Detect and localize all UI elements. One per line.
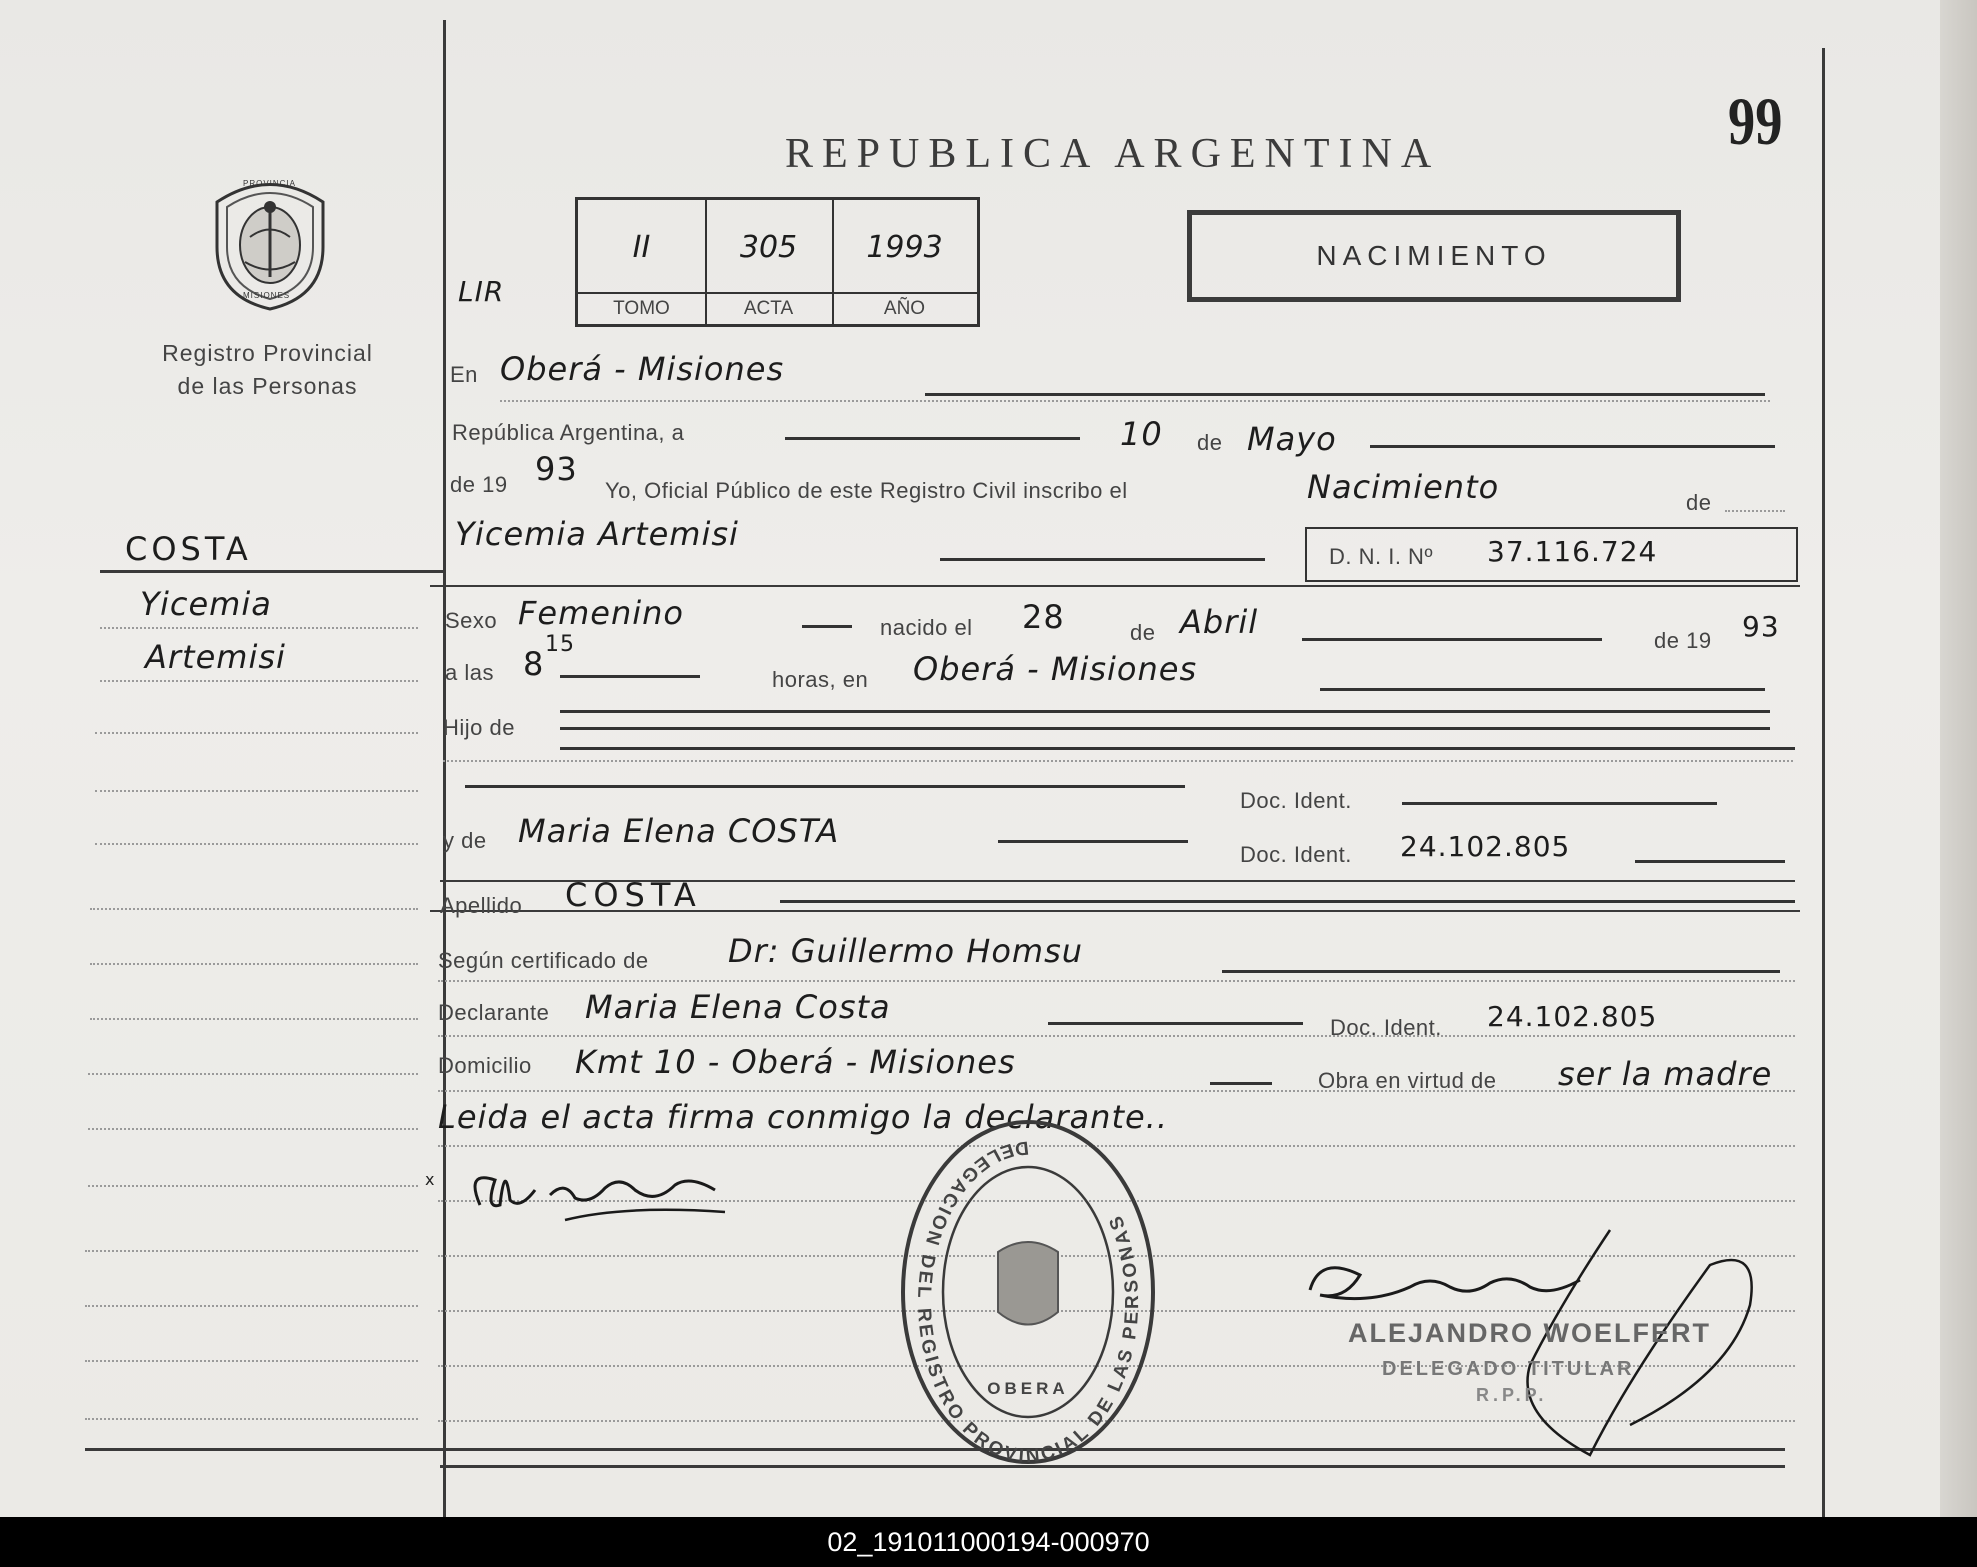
registry-line-2: de las Personas — [177, 373, 358, 399]
blank-line — [998, 840, 1188, 843]
label-yo-oficial: Yo, Oficial Público de este Registro Civil inscribo el — [605, 478, 1128, 503]
blank-line — [802, 625, 852, 628]
page-edge — [1940, 0, 1977, 1517]
label-declarante: Declarante — [438, 1000, 550, 1025]
margin-rule — [88, 1073, 418, 1075]
margin-rule — [88, 1128, 418, 1130]
label-republica-a: República Argentina, a — [452, 420, 685, 445]
tomo-value: II — [632, 230, 651, 265]
value-surname: COSTA — [565, 876, 702, 914]
value-child-name: Yicemia Artemisi — [455, 515, 739, 553]
certificate-type: NACIMIENTO — [1316, 240, 1552, 271]
value-day: 10 — [1120, 415, 1163, 453]
document-id: 02_191011000194-000970 — [827, 1527, 1150, 1557]
margin-rule — [85, 1250, 418, 1252]
margin-rule — [85, 1305, 418, 1307]
official-role: DELEGADO TITULAR — [1382, 1358, 1635, 1380]
margin-divider — [100, 570, 445, 573]
right-border — [1822, 48, 1825, 1517]
value-address: Kmt 10 - Oberá - Misiones — [575, 1043, 1016, 1081]
anio-value: 1993 — [866, 230, 943, 265]
value-birth-hour: 8 — [523, 645, 545, 683]
margin-rule — [95, 790, 418, 792]
page-number: 99 — [1728, 83, 1783, 159]
dni-box — [1305, 527, 1798, 582]
value-birth-month: Abril — [1180, 603, 1259, 641]
label-de: de — [1197, 430, 1223, 455]
blank-line — [560, 727, 1770, 730]
label-de-19-b: de 19 — [1654, 628, 1712, 653]
margin-rule — [95, 732, 418, 734]
registry-code: LIR — [458, 275, 505, 308]
svg-text:x: x — [425, 1170, 435, 1189]
tomo-label: TOMO — [578, 292, 705, 320]
value-capacity: ser la madre — [1558, 1055, 1773, 1093]
tomo-cell — [578, 200, 707, 324]
value-place: Oberá - Misiones — [500, 350, 785, 388]
official-signature — [1290, 1225, 1770, 1475]
margin-rule — [85, 1418, 418, 1420]
label-dni: D. N. I. Nº — [1329, 544, 1433, 569]
anio-label: AÑO — [832, 292, 977, 320]
label-en: En — [450, 362, 478, 387]
acta-label: ACTA — [705, 292, 832, 320]
blank-line — [780, 900, 1795, 903]
emblem-bottom-text: MISIONES — [243, 291, 291, 300]
blank-line — [465, 785, 1185, 788]
label-a-las: a las — [445, 660, 494, 685]
value-mother: Maria Elena COSTA — [518, 812, 840, 850]
value-mother-doc: 24.102.805 — [1400, 830, 1571, 863]
label-sexo: Sexo — [445, 608, 498, 633]
blank-line — [1402, 802, 1717, 805]
label-de-19: de 19 — [450, 472, 508, 497]
blank-line — [1635, 860, 1785, 863]
left-column-divider — [443, 20, 446, 1517]
registry-line-1: Registro Provincial — [162, 340, 373, 366]
margin-given-name-2: Artemisi — [145, 638, 286, 676]
official-org: R.P.P. — [1476, 1385, 1548, 1405]
registry-table — [575, 197, 980, 327]
blank-line — [785, 437, 1080, 440]
value-act: Nacimiento — [1307, 468, 1500, 506]
stamp-outer-text: DELEGACION DEL REGISTRO PROVINCIAL DE LAS PERSONAS — [912, 1136, 1144, 1468]
official-name: ALEJANDRO WOELFERT — [1348, 1318, 1711, 1348]
label-doc-ident-1: Doc. Ident. — [1240, 788, 1352, 813]
value-closing: Leida el acta firma conmigo la declarante.. — [438, 1098, 1169, 1136]
blank-line — [1320, 688, 1765, 691]
section-rule — [430, 585, 1800, 587]
value-birth-place: Oberá - Misiones — [913, 650, 1198, 688]
blank-line — [925, 393, 1765, 396]
label-domicilio: Domicilio — [438, 1053, 532, 1078]
label-hijo-de: Hijo de — [443, 715, 515, 740]
label-horas-en: horas, en — [772, 667, 869, 692]
label-de-2: de — [1686, 490, 1712, 515]
value-birth-day: 28 — [1022, 598, 1065, 636]
blank-line — [560, 747, 1795, 750]
margin-rule — [85, 1360, 418, 1362]
acta-value: 305 — [739, 230, 798, 265]
emblem-top-text: PROVINCIA — [243, 179, 297, 188]
label-doc-ident-3: Doc. Ident. — [1330, 1015, 1442, 1040]
margin-rule — [90, 1018, 418, 1020]
blank-line — [1222, 970, 1780, 973]
value-birth-minutes: 15 — [545, 632, 575, 657]
label-obra-en-virtud: Obra en virtud de — [1318, 1068, 1497, 1093]
dotted-line — [438, 1090, 1795, 1092]
dotted-line — [500, 400, 1770, 402]
margin-rule — [88, 1185, 418, 1187]
value-doctor: Dr: Guillermo Homsu — [728, 932, 1084, 970]
value-dni: 37.116.724 — [1487, 535, 1658, 568]
margin-given-name-1: Yicemia — [140, 585, 272, 623]
anio-cell — [832, 200, 977, 324]
value-declarant-doc: 24.102.805 — [1487, 1000, 1658, 1033]
margin-rule — [95, 843, 418, 845]
value-birth-year: 93 — [1742, 610, 1780, 643]
official-stamp — [893, 1112, 1163, 1472]
value-declarant: Maria Elena Costa — [585, 988, 891, 1026]
blank-line — [1210, 1082, 1272, 1085]
label-apellido: Apellido — [440, 893, 523, 918]
stamp-city: OBERA — [987, 1379, 1069, 1398]
declarant-signature — [425, 1150, 755, 1240]
dotted-line — [438, 1035, 1795, 1037]
value-month: Mayo — [1247, 420, 1337, 458]
label-doc-ident-2: Doc. Ident. — [1240, 842, 1352, 867]
label-de-3: de — [1130, 620, 1156, 645]
label-segun-certificado: Según certificado de — [438, 948, 649, 973]
certificate-type-box — [1187, 210, 1681, 302]
value-year: 93 — [535, 450, 578, 488]
dotted-line — [438, 980, 1795, 982]
label-nacido-el: nacido el — [880, 615, 973, 640]
blank-line — [560, 675, 700, 678]
acta-cell — [705, 200, 834, 324]
blank-line — [940, 558, 1265, 561]
margin-rule — [90, 963, 418, 965]
blank-line — [560, 710, 1770, 713]
margin-surname: COSTA — [125, 530, 252, 568]
blank-line — [1370, 445, 1775, 448]
dotted-line — [443, 760, 1793, 762]
label-y-de: y de — [443, 828, 487, 853]
footer-bar — [0, 1517, 1977, 1567]
value-sex: Femenino — [518, 594, 684, 632]
margin-rule — [90, 908, 418, 910]
dotted-line — [1725, 510, 1785, 512]
margin-rule — [100, 627, 418, 629]
country-title: REPUBLICA ARGENTINA — [785, 131, 1441, 177]
province-emblem — [205, 167, 335, 317]
blank-line — [1302, 638, 1602, 641]
blank-line — [1048, 1022, 1303, 1025]
margin-rule — [100, 680, 418, 682]
